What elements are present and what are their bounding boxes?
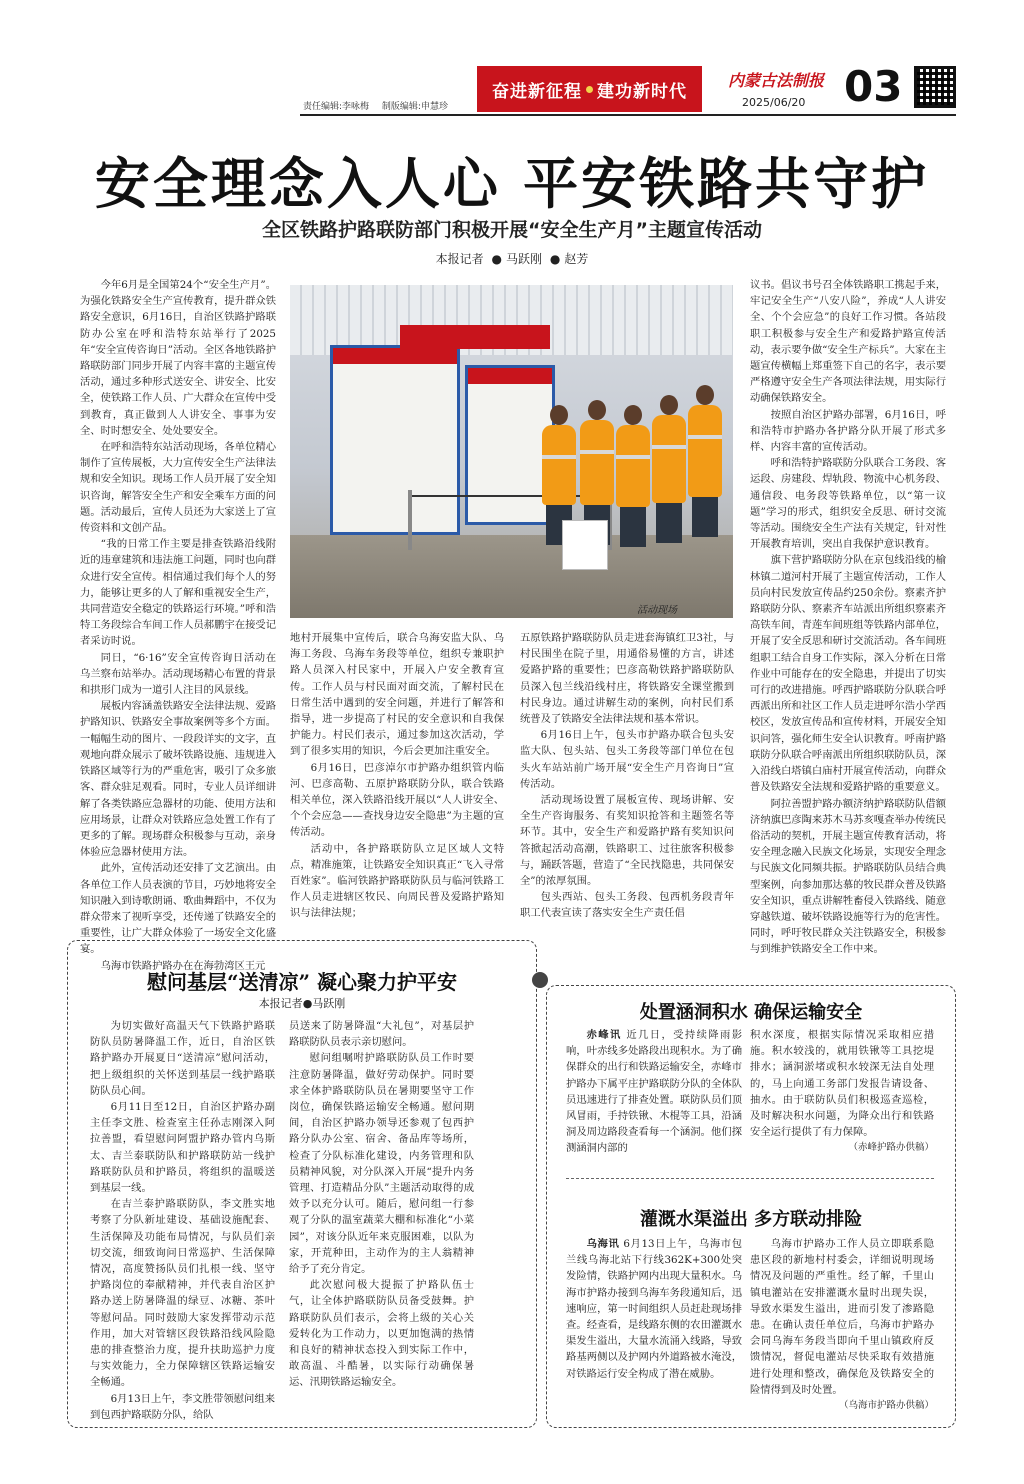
paragraph: 6月16日，巴彦淖尔市护路办组织管内临河、巴彦高勒、五原护路联防分队，联合铁路相关单位，深入铁路沿线开展以“人人讲安全、个个会应急——查找身边安全隐患”为主题的宣传活动。 (290, 761, 504, 839)
main-byline (70, 250, 954, 267)
paragraph: 在吉兰泰护路联防队，李文胜实地考察了分队新址建设、基础设施配套、生活保障及功能布局情况，与队员们亲切交流，细致询问日常巡护、生活保障情况，高度赞扬队员们扎根一线、坚守护路岗位的奉献精神，并代表自治区护路办送上防暑降温的绿豆、冰糖、茶叶等慰问品。同时鼓励大家发挥带动示范作用，加大对管辖区段铁路沿线风险隐患的排查整治力度，提升扶助巡护力度与实效能力，全力保障辖区铁路运输安全畅通。 (90, 1198, 275, 1389)
slogan-left: 奋进新征程 (492, 81, 582, 102)
brief-2-lead: 乌海讯 (586, 1238, 620, 1250)
brief-separator (566, 1178, 934, 1179)
reporter: 马跃刚 (312, 997, 346, 1010)
condolence-column-2 (289, 1018, 474, 1416)
condolence-byline (67, 995, 537, 1011)
paragraph: 为切实做好高温天气下铁路护路联防队员防暑降温工作，近日，自治区铁路护路办开展夏日“送清凉”慰问活动，把上级组织的关怀送到基层一线护路联防队员心间。 (90, 1020, 275, 1097)
display-board (330, 345, 460, 535)
brief-2-column-2 (750, 1236, 934, 1421)
worker-figure (580, 420, 614, 505)
paragraph: 在呼和浩特东站活动现场，各单位精心制作了宣传展板，大力宣传安全生产法律法规和安全知识。现场工作人员开展了安全知识咨询，解答安全生产和安全乘车方面的问题。活动最后，宣传人员还为大家送上了宣传资料和文创产品。 (80, 441, 276, 535)
photo-caption: 活动现场 (637, 605, 677, 616)
paragraph: 地村开展集中宣传后，联合乌海安监大队、乌海工务段、乌海车务段等单位，组织专兼职护路人员深入村民家中，开展入户安全教育宣传。工作人员与村民面对面交流，了解村民在日常生活中遇到的安全问题，并进行了解答和指导，进一步提高了村民的安全意识和自我保护能力。村民们表示，通过参加这次活动，学到了很多实用的知识，今后会更加注重安全。 (290, 632, 504, 758)
editors-line (303, 99, 458, 112)
paragraph: 6月13日上午，李文胜带领慰问组来到包西护路联防分队，给队 (90, 1392, 275, 1421)
main-subhead: 全区铁路护路联防部门积极开展“安全生产月”主题宣传活动 (262, 219, 762, 241)
pin-icon (532, 972, 548, 988)
paragraph: 6月11日至12日，自治区护路办副主任李文胜、检查室主任孙志刚深入阿拉善盟，看望慰问阿盟护路办管内乌斯太、吉兰泰联防队和护路联防站一线护路联防队员和护路员，将组织的温暖送到基层一线。 (90, 1101, 275, 1195)
article-column-2 (290, 630, 504, 920)
slogan-banner (477, 66, 702, 112)
brief-2-column-1 (566, 1236, 742, 1421)
paragraph: 乌海市铁路护路办在在海勃湾区王元 (100, 959, 266, 972)
paragraph: 慰问组嘱咐护路联防队员工作时要注意防暑降温，做好劳动保护。同时要求全体护路联防队员在暑期要坚守工作岗位，确保铁路运输安全畅通。慰问期间，自治区护路办领导还参观了包西护路分队办公室、宿舍、备品库等场所，检查了分队标准化建设，内务管理和队员精神风貌，对分队深入开展“提升内务管理、打造精品分队”主题活动取得的成效予以充分认可。随后，慰问组一行参观了分队的温室蔬菜大棚和标准化“小菜园”，对该分队近年来克服困难，以队为家，开荒种田，主动作为的主人翁精神给予了充分肯定。 (289, 1052, 474, 1276)
paragraph: 此次慰问极大提振了护路队伍士气，让全体护路联防队员备受鼓舞。护路联防队员们表示，会将上级的关心关爱转化为工作动力，以更加饱满的热情和良好的精神状态投入到实际工作中，敢高温、斗酷暑，以实际行动确保暑运、汛期铁路运输安全。 (289, 1279, 474, 1389)
main-headline: 安全理念入人心 平安铁路共守护 (94, 151, 930, 216)
paragraph: 近几日，受持续降雨影响，叶赤线多处路段出现积水。为了确保群众的出行和铁路运输安全，赤峰市护路办下属平庄护路联防分队的全体队员迅速进行了排查处置。联防队员们顶风冒雨，手持铁锹、木棍等工具，沿涵洞及周边路段查看每一个涵洞。他们探测涵洞内部的 (566, 1029, 743, 1155)
paragraph: 阿拉善盟护路办额济纳护路联防队借额济纳旗巴彦陶来苏木马苏亥嘎查举办传统民俗活动的契机，开展主题宣传教育活动，将安全理念融入民族文化场景，实现安全理念与民族文化同频共振。护路联防队员结合典型案例，向参加那达慕的牧民群众普及铁路安全知识，重点讲解牲畜侵入铁路线、随意穿越铁道、破坏铁路设施等行为的危害性。同时，呼吁牧民群众关注铁路安全，积极参与到维护铁路安全工作中来。 (750, 797, 946, 956)
article-column-1 (80, 277, 276, 972)
slogan-dot-icon (586, 86, 593, 93)
bullet-icon: ● (549, 252, 561, 266)
brief-1-column-1 (566, 1027, 742, 1157)
paragraph: 活动现场设置了展板宣传、现场讲解、安全生产咨询服务、有奖知识抢答和主题签名等环节。其中，安全生产和爱路护路有奖知识问答掀起活动高潮，铁路职工、过往旅客积极参与，踊跃答题，营造了“全民找隐患，共同保安全”的浓厚氛围。 (520, 794, 734, 888)
paragraph: 6月16日上午，包头市护路办联合包头安监大队、包头站、包头工务段等部门单位在包头火车站站前广场开展“安全生产月咨询日”宣传活动。 (520, 729, 734, 790)
queue-post (408, 490, 412, 550)
paragraph: 员送来了防暑降温“大礼包”，对基层护路联防队员表示亲切慰问。 (289, 1020, 474, 1049)
paragraph: 旗下营护路联防分队在京包线沿线的榆林镇二道河村开展了主题宣传活动，工作人员向村民发放宣传品约250余份。察素齐护路联防分队、察素齐车站派出所组织察素齐高铁车间，青莲车间班组等铁路内部单位，开展了安全反思和研讨交流活动。各车间班组职工结合自身工作实际，深入分析在日常作业中可能存在的安全隐患，并提出了切实可行的改进措施。呼西护路联防分队联合呼西派出所和社区工作人员走进呼尔浩小学西校区，发放宣传品和宣传材料，开展安全知识问答，强化师生安全认识教育。呼南护路联防分队联合呼南派出所组织联防队员，深入沿线白塔镇白庙村开展宣传活动，向群众普及铁路安全法规和爱路护路的重要意义。 (750, 554, 946, 794)
paragraph: 此外，宣传活动还安排了文艺演出。由各单位工作人员表演的节目，巧妙地将安全知识融入到诗歌朗诵、歌曲舞蹈中，不仅为群众带来了视听享受，还传递了铁路安全的重要性，让广大群众体验了一场安全文化盛宴。 (80, 862, 276, 956)
activity-photo (290, 285, 733, 618)
paper-date: 2025/06/20 (742, 96, 806, 109)
slogan-right: 建功新时代 (597, 81, 687, 102)
editor-responsible: 责任编辑:李咏梅 (303, 102, 370, 112)
banner-strip (400, 325, 550, 349)
paragraph: 包头西站、包头工务段、包西机务段青年职工代表宣读了落实安全生产责任倡 (520, 891, 734, 920)
worker-figure (542, 425, 576, 505)
reporter-1: 马跃刚 (505, 252, 542, 266)
worker-figure (688, 405, 722, 497)
condolence-column-1 (90, 1018, 275, 1421)
paragraph: 今年6月是全国第24个“安全生产月”。为强化铁路安全生产宣传教育，提升群众铁路安全意识，6月16日，自治区铁路护路联防办公室在呼和浩特东站举行了2025年“安全宣传咨询日”活动。全区各地铁路护路联防部门同步开展了内容丰富的主题宣传活动，通过多种形式送安全、讲安全、比安全，使铁路工作人员、广大群众在宣传中受到教育，真正做到人人讲安全、事事为安全、时时想安全、处处要安全。 (80, 279, 276, 437)
byline-prefix: 本报记者 (258, 997, 303, 1010)
paragraph: 积水深度，根据实际情况采取相应措施。积水较浅的，就用铁锹等工具挖堤排水；涵洞淤堵或积水较深无法自处理的，马上向通工务部门发报告请设备、抽水。由于联防队员们积极巡查巡检，及时解决积水问题，为降众出行和铁路安全运行提供了有力保障。 (750, 1029, 934, 1139)
paragraph: 6月13日上午，乌海市包兰线乌海北站下行线362K+300处突发险情，铁路护网内出现大量积水。乌海市护路办接到乌海车务段通知后，迅速响应，第一时间组织人员赶赴现场排查。经查看，是线路东侧的农田灌溉水渠发生溢出，大量水流涌入线路，导致路基两侧以及护网内外道路被水淹没，对铁路运行安全构成了潜在威胁。 (566, 1238, 743, 1380)
brief-2-source: （乌海市护路办供稿） (838, 1400, 934, 1412)
paragraph: “我的日常工作主要是排查铁路沿线附近的违章建筑和违法施工问题，同时也向群众进行安全宣传。相信通过我们每个人的努力，能够让更多的人了解和重视安全生产，共同营造安全稳定的铁路运行环境。”呼和浩特工务段综合车间工作人员郝鹏宇在接受记者采访时说。 (80, 538, 276, 648)
reporter-2: 赵芳 (564, 252, 589, 266)
byline-prefix: 本报记者 (435, 252, 484, 266)
article-column-3 (520, 630, 734, 920)
paragraph: 呼和浩特护路联防分队联合工务段、客运段、房建段、焊轨段、物流中心机务段、通信段、电务段等铁路单位，以“第一议题”学习的形式，组织安全反思、研讨交流等活动。围绕安全生产法有关规定，针对性开展教育培训，突出自我保护意识教育。 (750, 457, 946, 551)
top-rule (300, 114, 956, 116)
paragraph: 议书。倡议书号召全体铁路职工携起手来，牢记安全生产“八安八险”，养成“人人讲安全、个个会应急”的良好工作习惯。各站段职工积极参与安全生产和爱路护路宣传活动，表示要争做“安全生产标兵”。大家在主题宣传横幅上郑重签下自己的名字，表示要严格遵守安全生产各项法律法规，用实际行动确保铁路安全。 (750, 279, 946, 405)
article-column-4 (750, 277, 946, 956)
condolence-title: 慰问基层“送清凉” 凝心聚力护平安 (147, 970, 457, 994)
paragraph: 按照自治区护路办部署，6月16日，呼和浩特市护路办各护路分队开展了形式多样、内容丰富的宣传活动。 (750, 408, 946, 454)
page-number: 03 (844, 62, 903, 111)
paper-name: 内蒙古法制报 (728, 71, 825, 90)
paragraph: 乌海市护路办工作人员立即联系隐患区段的新地村村委会，详细说明现场情况及问题的严重性。经了解，千里山镇电灌站在安排灌溉水量时出现失误，导致水渠发生溢出，进而引发了渗路隐患。在确认责任单位后，乌海市护路办会同乌海车务段当即向千里山镇政府反馈情况，督促电灌站尽快采取有效措施进行处理和整改，确保危及铁路安全的险情得到及时处置。 (750, 1238, 934, 1396)
worker-figure (652, 415, 686, 503)
brief-1-lead: 赤峰讯 (586, 1029, 622, 1041)
bullet-icon: ● (491, 252, 502, 266)
paragraph: 展板内容涵盖铁路安全法律法规、爱路护路知识、铁路安全事故案例等多个方面。一幅幅生动的图片、一段段详实的文字，直观地向群众展示了破坏铁路设施、违规进入铁路区域等行为的严重危害，吸引了众多旅客、群众驻足观看。同时，专业人员详细讲解了各类铁路应急器材的功能、使用方法和应用场景，让群众对铁路应急处置工作有了更多的了解。现场群众积极参与互动，亲身体验应急器材使用方法。 (80, 700, 276, 859)
paragraph: 活动中，各护路联防队立足区域人文特点，精准施策，让铁路安全知识真正“飞入寻常百姓家”。临河铁路护路联防队员与临河铁路工作人员走进辖区牧民、向周民普及爱路护路知识与法律法规； (290, 842, 504, 920)
bullet-icon: ● (302, 997, 313, 1010)
worker-figure (616, 425, 650, 507)
paragraph: 同日，“6·16”安全宣传咨询日活动在乌兰察布站举办。活动现场精心布置的背景和拱形门成为一道引人注目的风景线。 (80, 651, 276, 697)
paragraph: 五原铁路护路联防队员走进套海镇红卫3社，与村民围坐在院子里，用通俗易懂的方言，讲述爱路护路的重要性；巴彦高勒铁路护路联防队员深入包兰线沿线村庄，将铁路安全课堂搬到村民身边。通过讲解生动的案例，向村民们系统普及了铁路安全法律法规和基本常识。 (520, 632, 734, 726)
brief-1-column-2 (750, 1027, 934, 1157)
gift-bag (562, 520, 608, 570)
qr-code-icon[interactable] (914, 66, 956, 108)
brief-2-title: 灌溉水渠溢出 多方联动排险 (639, 1209, 863, 1230)
brief-1-source: （赤峰护路办供稿） (848, 1142, 934, 1154)
editor-layout: 制版编辑:申慧珍 (381, 102, 448, 112)
brief-1-title: 处置涵洞积水 确保运输安全 (639, 1002, 863, 1023)
